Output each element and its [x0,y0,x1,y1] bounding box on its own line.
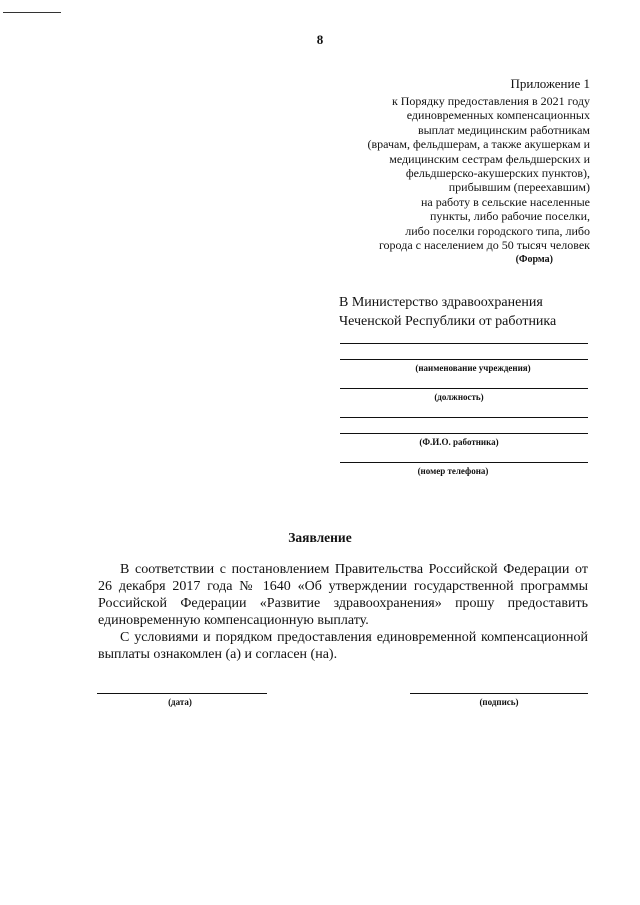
date-caption: (дата) [168,697,192,707]
statement-paragraph-1: В соответствии с постановлением Правительства Российской Федерации от 26 декабря 2017 года № 1640 «Об утверждении государственной программы Российской Федерации «Развитие здравоохранения» прошу предоставить единовременную компенсационную выплату. [98,562,588,628]
top-margin-rule [3,12,61,13]
appendix-line: либо поселки городского типа, либо [405,223,590,238]
addressee-line-2: Чеченской Республики от работника [339,314,557,329]
addressee-line-1: В Министерство здравоохранения [339,295,543,310]
page-number: 8 [316,32,324,47]
appendix-line: медицинским сестрам фельдшерских и [389,151,590,166]
position-field-line[interactable] [340,388,588,389]
appendix-title: Приложение 1 [510,76,590,91]
appendix-line: выплат медицинским работникам [417,122,590,137]
position-caption: (должность) [434,392,484,402]
signature-caption: (подпись) [479,697,519,707]
appendix-line: прибывшим (переехавшим) [448,180,590,195]
appendix-reference [310,94,590,252]
name-field-line-2[interactable] [340,433,588,434]
date-field-line[interactable] [97,693,267,694]
statement-body [98,561,588,663]
phone-field-line[interactable] [340,462,588,463]
statement-paragraph-2: С условиями и порядком предоставления единовременной компенсационной выплаты ознакомлен (а) и согласен (на). [98,630,588,662]
appendix-line: пункты, либо рабочие поселки, [429,209,590,224]
appendix-line: единовременных компенсационных [406,108,590,123]
appendix-line: фельдшерско-акушерских пунктов), [405,166,590,181]
appendix-line: на работу в сельские населенные [420,194,590,209]
name-field-line-1[interactable] [340,417,588,418]
addressee-block [339,293,599,331]
phone-caption: (номер телефона) [417,466,489,476]
form-label: (Форма) [515,254,553,265]
institution-caption: (наименование учреждения) [415,363,531,373]
institution-field-line-2[interactable] [340,359,588,360]
appendix-line: к Порядку предоставления в 2021 году [391,94,590,108]
institution-field-line-1[interactable] [340,343,588,344]
document-heading: Заявление [288,530,352,545]
appendix-line: города с населением до 50 тысяч человек [378,238,590,253]
appendix-line: (врачам, фельдшерам, а также акушеркам и [367,137,590,152]
signature-field-line[interactable] [410,693,588,694]
name-caption: (Ф.И.О. работника) [419,437,499,447]
